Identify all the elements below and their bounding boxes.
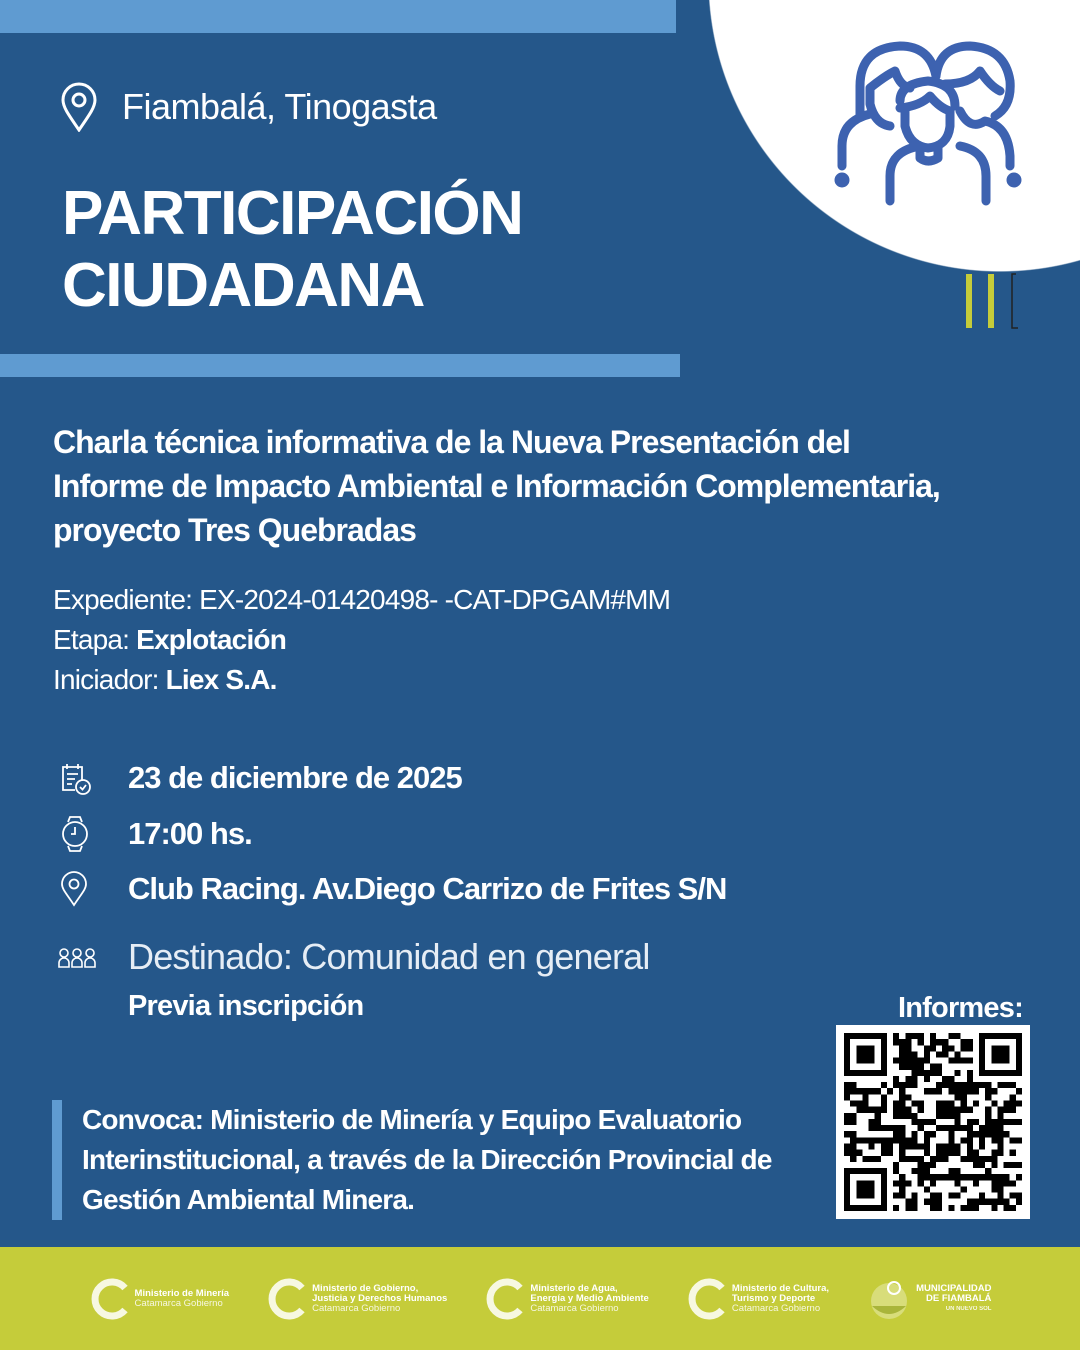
project-meta xyxy=(53,580,670,700)
sponsor-line-1: Ministerio de Agua, xyxy=(530,1282,618,1294)
event-date: 23 de diciembre de 2025 xyxy=(128,760,462,795)
catamarca-c-logo-icon xyxy=(266,1278,308,1320)
sponsor-logo xyxy=(89,1278,230,1320)
people-group-icon xyxy=(830,36,1026,226)
location-header xyxy=(60,82,437,132)
sponsor-logo xyxy=(686,1278,829,1320)
event-time: 17:00 hs. xyxy=(128,816,252,851)
event-date-row xyxy=(58,760,462,796)
sponsor-logo xyxy=(866,1276,991,1322)
location-text: Fiambalá, Tinogasta xyxy=(122,86,437,127)
etapa-value: Explotación xyxy=(136,624,287,655)
top-accent-bar xyxy=(0,0,676,33)
convoca-text: Convoca: Ministerio de Minería y Equipo Evaluatorio Interinstitucional, a través de la Dirección Provincial de Gestión Ambiental Minera. xyxy=(52,1100,792,1220)
sponsor-line-1: Ministerio de Gobierno, xyxy=(312,1282,419,1294)
sponsor-line-3: Catamarca Gobierno xyxy=(312,1302,401,1314)
event-time-row xyxy=(58,815,252,853)
sponsor-line-2: Justicia y Derechos Humanos xyxy=(312,1292,448,1304)
event-place: Club Racing. Av.Diego Carrizo de Frites S/N xyxy=(128,871,727,906)
calendar-check-icon xyxy=(60,761,92,795)
expediente-label: Expediente: xyxy=(53,584,193,615)
fiambala-sun-logo-icon xyxy=(866,1276,912,1322)
iniciador-label: Iniciador: xyxy=(53,664,166,695)
sponsor-line-3: Catamarca Gobierno xyxy=(134,1297,223,1309)
qr-code[interactable] xyxy=(836,1025,1030,1219)
title-line-2: CIUDADANA xyxy=(62,251,424,320)
sponsor-line-2: DE FIAMBALÁ xyxy=(925,1292,992,1304)
sponsor-line-1: Ministerio de Minería xyxy=(134,1287,230,1299)
informes-label: Informes: xyxy=(898,992,1023,1024)
watch-icon xyxy=(60,815,90,853)
catamarca-c-logo-icon xyxy=(484,1278,526,1320)
registration-note: Previa inscripción xyxy=(128,990,364,1022)
audience-row xyxy=(58,936,650,978)
sponsor-logo xyxy=(266,1278,447,1320)
map-pin-icon xyxy=(60,871,88,907)
sponsor-line-3: Catamarca Gobierno xyxy=(731,1302,821,1314)
catamarca-c-logo-icon xyxy=(686,1278,728,1320)
sponsor-footer xyxy=(0,1247,1080,1350)
event-place-row xyxy=(58,871,726,907)
title-line-1: PARTICIPACIÓN xyxy=(62,179,523,248)
etapa-label: Etapa: xyxy=(53,624,137,655)
group-icon xyxy=(58,947,98,969)
qr-code-image[interactable] xyxy=(844,1033,1022,1211)
sponsor-line-3: Catamarca Gobierno xyxy=(530,1302,619,1314)
mid-accent-bar xyxy=(0,354,680,377)
iniciador-value: Liex S.A. xyxy=(165,664,277,695)
sponsor-line-1: MUNICIPALIDAD xyxy=(916,1282,992,1294)
event-description: Charla técnica informativa de la Nueva Presentación del Informe de Impacto Ambiental e Información Complementaria, proyecto Tres Quebradas xyxy=(53,424,940,548)
sponsor-line-2: Energía y Medio Ambiente xyxy=(530,1292,649,1304)
expediente-value: EX-2024-01420498- -CAT-DPGAM#MM xyxy=(192,584,671,615)
sponsor-line-2: Turismo y Deporte xyxy=(731,1292,816,1304)
map-pin-icon xyxy=(60,82,98,132)
page-title xyxy=(62,178,522,322)
audience-label: Destinado: Comunidad en general xyxy=(128,936,650,977)
decorative-stripes xyxy=(966,272,1026,332)
sponsor-logo xyxy=(484,1278,648,1320)
catamarca-c-logo-icon xyxy=(89,1278,131,1320)
sponsor-line-3: UN NUEVO SOL xyxy=(945,1305,992,1312)
sponsor-line-1: Ministerio de Cultura, xyxy=(731,1282,830,1294)
